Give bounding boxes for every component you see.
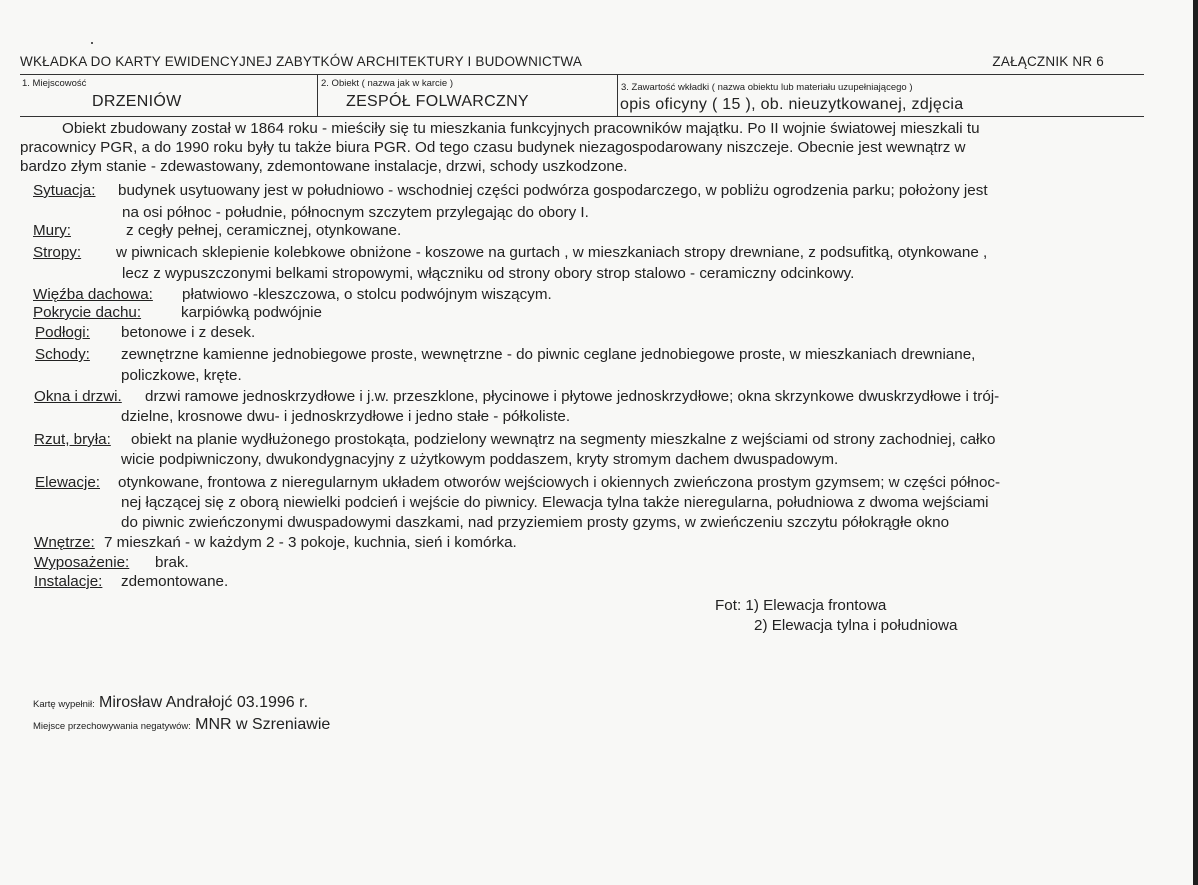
section-text-stropy: lecz z wypuszczonymi belkami stropowymi, włączniku od strony obory strop stalowo - ceramiczny odcinkowy. (122, 265, 855, 282)
section-text-okna: dzielne, krosnowe dwu- i jednoskrzydłowe i jedno stałe - półkoliste. (121, 408, 571, 425)
section-text-sytuacja: na osi północ - południe, północnym szczytem przylegając do obory I. (122, 204, 589, 221)
section-text-wnetrze: 7 mieszkań - w każdym 2 - 3 pokoje, kuchnia, sień i komórka. (104, 534, 517, 551)
section-label-rzut: Rzut, bryła: (34, 431, 111, 448)
object-label: 2. Obiekt ( nazwa jak w karcie ) (321, 78, 453, 89)
annex-number: ZAŁĄCZNIK NR 6 (992, 54, 1104, 69)
section-label-wnetrze: Wnętrze: (34, 534, 95, 551)
section-text-instalacje: zdemontowane. (121, 573, 229, 590)
object-value: ZESPÓŁ FOLWARCZNY (346, 93, 529, 110)
section-text-wyposazenie: brak. (155, 554, 189, 571)
section-text-sytuacja: budynek usytuowany jest w południowo - wschodniej części podwórza gospodarczego, w pobliżu ogrodzenia parku; położony jest (118, 182, 988, 199)
section-text-elewacje: nej łączącej się z oborą niewielki podcień i wejście do piwnicy. Elewacja tylna także nieregularna, południowa z dwoma wejściami (121, 494, 989, 511)
section-text-rzut: wicie podpiwniczony, dwukondygnacyjny z użytkowym poddaszem, kryty stromym dachem dwuspadowym. (121, 451, 839, 468)
section-text-stropy: w piwnicach sklepienie kolebkowe obniżone - koszowe na gurtach , w mieszkaniach stropy drewniane, z podsufitką, otynkowane , (116, 244, 988, 261)
negatives-value: MNR w Szreniawie (195, 716, 331, 733)
intro-line: pracownicy PGR, a do 1990 roku były tu także biura PGR. Od tego czasu budynek niezagospodarowany niszczeje. Obecnie jest wewnątrz w (20, 139, 966, 156)
negatives-label: Miejsce przechowywania negatywów: (33, 721, 191, 732)
section-text-elewacje: otynkowane, frontowa z nieregularnym układem otworów wejściowych i okiennych zwieńczona prostym gzymsem; w części północ- (118, 474, 1001, 491)
section-label-elewacje: Elewacje: (35, 474, 100, 491)
intro-line: Obiekt zbudowany został w 1864 roku - mieściły się tu mieszkania funkcyjnych pracowników majątku. Po II wojnie światowej mieszkali tu (62, 120, 980, 137)
contents-value: opis oficyny ( 15 ), ob. nieuzytkowanej, zdjęcia (620, 96, 964, 113)
fields-bottom-rule (20, 116, 1144, 117)
scan-edge (1193, 0, 1198, 885)
section-label-stropy: Stropy: (33, 244, 82, 261)
header-rule (20, 74, 1144, 75)
section-label-wyposazenie: Wyposażenie: (34, 554, 130, 571)
locality-value: DRZENIÓW (92, 93, 182, 110)
negatives-location (33, 716, 330, 736)
section-label-okna: Okna i drzwi. (34, 388, 122, 405)
section-text-mury: z cegły pełnej, ceramicznej, otynkowane. (126, 222, 402, 239)
field-divider-2 (617, 74, 618, 116)
section-text-pokrycie: karpiówką podwójnie (181, 304, 322, 321)
section-text-schody: policzkowe, kręte. (121, 367, 242, 384)
section-text-podlogi: betonowe i z desek. (121, 324, 256, 341)
photos-line: Fot: 1) Elewacja frontowa (715, 597, 887, 614)
contents-label: 3. Zawartość wkładki ( nazwa obiektu lub materiału uzupełniającego ) (621, 82, 913, 93)
field-divider-1 (317, 74, 318, 116)
section-label-sytuacja: Sytuacja: (33, 182, 96, 199)
intro-line: bardzo złym stanie - zdewastowany, zdemontowane instalacje, drzwi, schody uszkodzone. (20, 158, 628, 175)
photos-line: 2) Elewacja tylna i południowa (754, 617, 958, 634)
locality-label: 1. Miejscowość (22, 78, 87, 89)
filled-by (33, 694, 308, 714)
document-title: WKŁADKA DO KARTY EWIDENCYJNEJ ZABYTKÓW ARCHITEKTURY I BUDOWNICTWA (20, 54, 583, 69)
section-label-pokrycie: Pokrycie dachu: (33, 304, 142, 321)
section-text-okna: drzwi ramowe jednoskrzydłowe i j.w. przeszklone, płycinowe i płytowe jednoskrzydłowe; okna skrzynkowe dwuskrzydłowe i trój- (145, 388, 1000, 405)
section-text-rzut: obiekt na planie wydłużonego prostokąta, podzielony wewnątrz na segmenty mieszkalne z wejściami od strony zachodniej, całko (131, 431, 996, 448)
section-text-wiezba: płatwiowo -kleszczowa, o stolcu podwójnym wiszącym. (182, 286, 552, 303)
filled-by-label: Kartę wypełnił: (33, 699, 95, 710)
section-label-instalacje: Instalacje: (34, 573, 103, 590)
section-label-podlogi: Podłogi: (35, 324, 90, 341)
section-label-schody: Schody: (35, 346, 90, 363)
section-label-wiezba: Więźba dachowa: (33, 286, 153, 303)
section-text-schody: zewnętrzne kamienne jednobiegowe proste, wewnętrzne - do piwnic ceglane jednobiegowe proste, w mieszkaniach drewniane, (121, 346, 976, 363)
scan-speck (91, 42, 93, 44)
filled-by-value: Mirosław Andrałojć 03.1996 r. (99, 694, 309, 711)
section-text-elewacje: do piwnic zwieńczonymi dwuspadowymi daszkami, nad przyziemiem prosty gzyms, w zwieńczeniu szczytu półokrągłe okno (121, 514, 950, 531)
section-label-mury: Mury: (33, 222, 71, 239)
